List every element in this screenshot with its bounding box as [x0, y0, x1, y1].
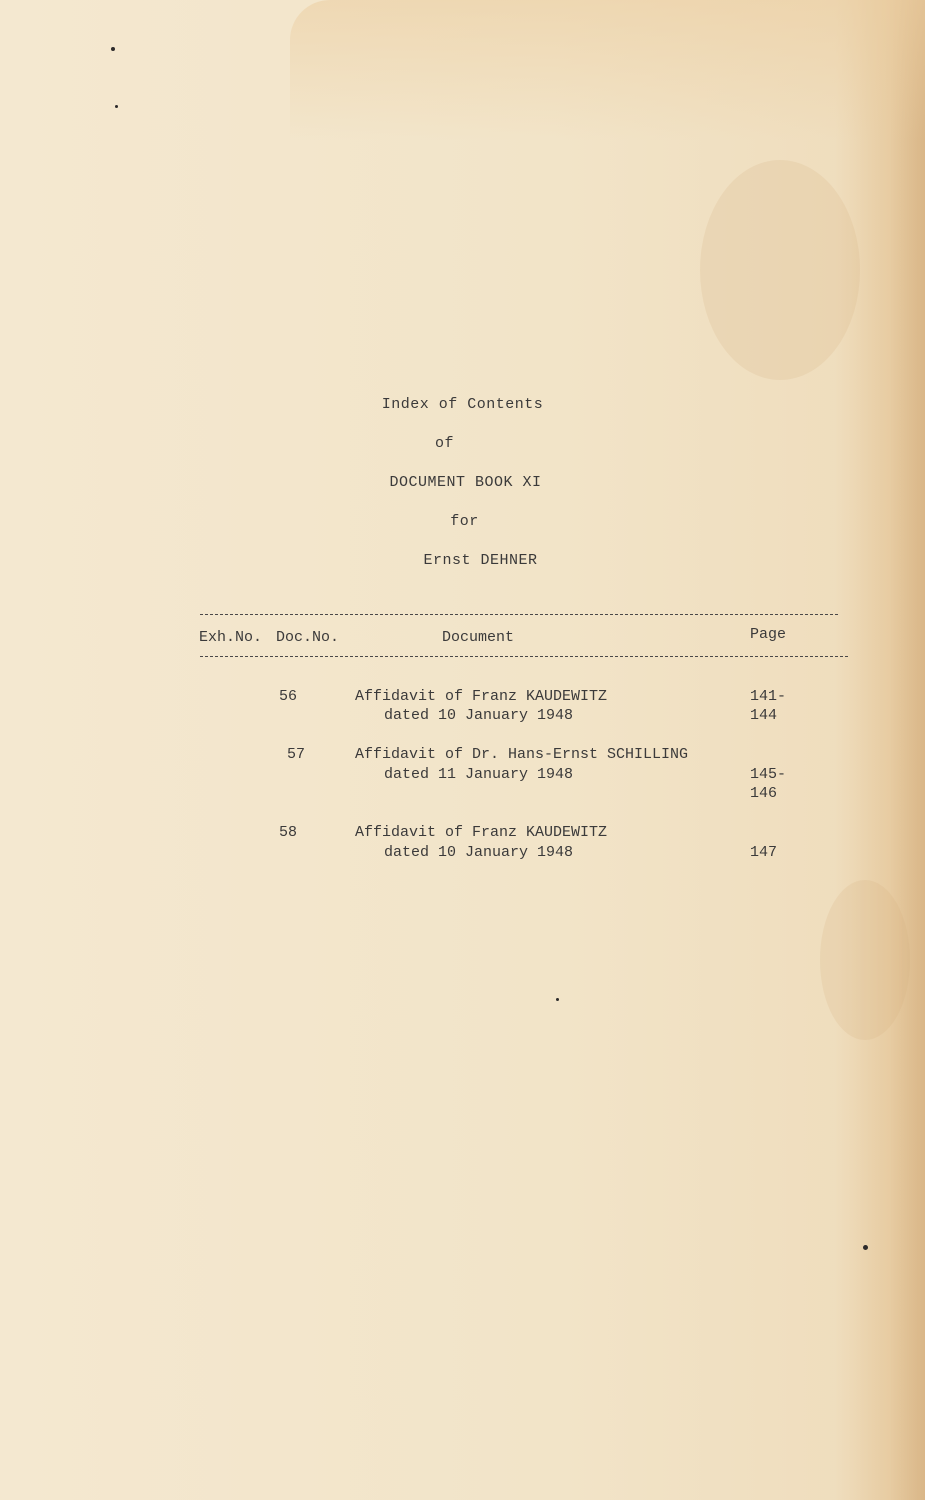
header-exh-no: Exh.No.	[199, 629, 263, 646]
document-date: dated 11 January 1948	[384, 766, 574, 783]
ink-speck	[556, 998, 559, 1001]
ink-speck	[115, 105, 118, 108]
heading-of: of	[434, 435, 454, 452]
ink-speck	[111, 47, 115, 51]
paper-stain	[820, 880, 910, 1040]
ink-speck	[863, 1245, 868, 1250]
document-date: dated 10 January 1948	[384, 844, 574, 861]
document-title: Affidavit of Franz KAUDEWITZ	[355, 688, 608, 705]
page-range-start: 145-	[750, 766, 787, 783]
page-range-start: 141-	[750, 688, 787, 705]
header-document: Document	[442, 629, 515, 646]
heading-for: for	[450, 513, 479, 530]
page-number: 147	[750, 844, 778, 861]
exhibit-number: 57	[287, 746, 306, 763]
page-range-end: 146	[750, 785, 778, 802]
header-doc-no: Doc.No.	[276, 629, 340, 646]
paper-stain	[700, 160, 860, 380]
defendant-name: Ernst DEHNER	[423, 552, 538, 569]
header-page: Page	[750, 626, 787, 643]
document-title: Affidavit of Franz KAUDEWITZ	[355, 824, 608, 841]
document-title: Affidavit of Dr. Hans-Ernst SCHILLING	[355, 746, 689, 763]
page-range-end: 144	[750, 707, 778, 724]
exhibit-number: 56	[279, 688, 298, 705]
table-top-rule	[200, 614, 838, 615]
header-bottom-rule	[200, 656, 848, 657]
document-book-title: DOCUMENT BOOK XI	[389, 474, 542, 491]
paper-top-discoloration	[290, 0, 925, 140]
index-title: Index of Contents	[381, 396, 544, 413]
exhibit-number: 58	[279, 824, 298, 841]
document-date: dated 10 January 1948	[384, 707, 574, 724]
